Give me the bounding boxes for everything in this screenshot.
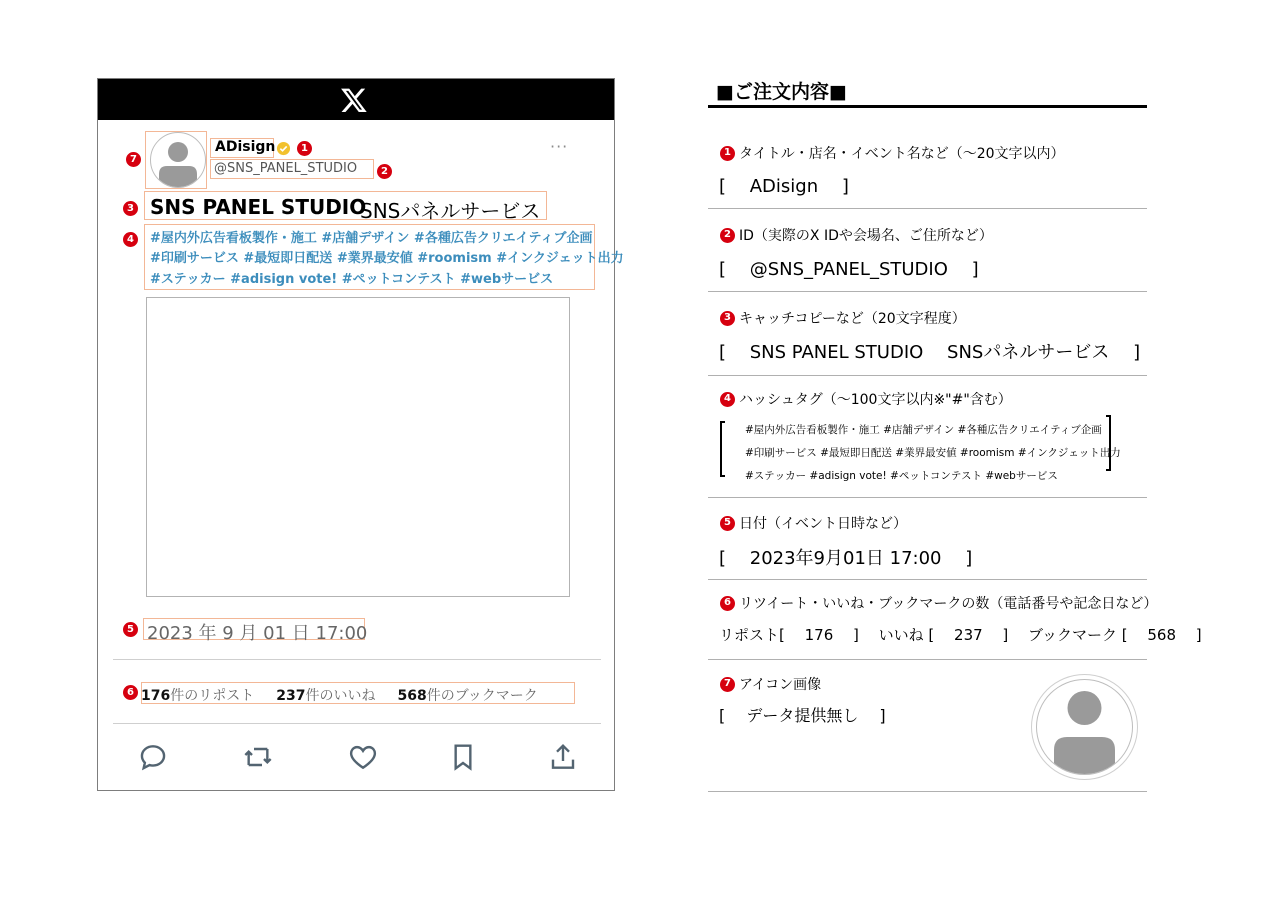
engagement-stats	[141, 685, 538, 705]
like-label: 件のいいね	[305, 688, 376, 704]
divider	[708, 659, 1147, 660]
hashtag-line: #印刷サービス #最短即日配送 #業界最安値 #roomism #インクジェット出力	[745, 447, 1121, 459]
marker-4: 4	[123, 232, 138, 247]
section-1-value: [ ADisign ]	[719, 176, 849, 197]
post-date: 2023 年 9 月 01 日 17:00	[147, 623, 368, 644]
marker-7: 7	[126, 152, 141, 167]
divider	[708, 791, 1147, 792]
marker-1: 1	[720, 146, 735, 161]
bracket-right	[1106, 415, 1111, 471]
section-7-label: 7 アイコン画像	[720, 674, 821, 694]
divider	[708, 579, 1147, 580]
divider	[708, 497, 1147, 498]
section-6-value: リポスト[ 176 ] いいね [ 237 ] ブックマーク [ 568 ]	[719, 626, 1202, 644]
catchcopy-light: SNSパネルサービス	[360, 199, 541, 223]
more-options-icon[interactable]: ···	[550, 137, 569, 156]
section-3-value: [ SNS PANEL STUDIO SNSパネルサービス ]	[719, 342, 1141, 363]
marker-4: 4	[720, 392, 735, 407]
display-name: ADisign	[215, 139, 276, 155]
x-header-bar	[98, 79, 614, 120]
marker-7: 7	[720, 677, 735, 692]
hashtag-line[interactable]: #屋内外広告看板製作・施工 #店舗デザイン #各種広告クリエイティブ企画	[150, 231, 593, 246]
marker-1: 1	[297, 141, 312, 156]
avatar	[150, 132, 206, 188]
hashtag-line[interactable]: #ステッカー #adisign vote! #ペットコンテスト #webサービス	[150, 272, 554, 287]
bracket-left	[720, 421, 725, 477]
x-logo-icon	[340, 86, 368, 114]
bookmark-label: 件のブックマーク	[426, 688, 538, 704]
catchcopy-bold: SNS PANEL STUDIO	[150, 195, 367, 219]
divider	[708, 208, 1147, 209]
hashtag-line: #屋内外広告看板製作・施工 #店舗デザイン #各種広告クリエイティブ企画	[745, 424, 1102, 436]
repost-label: 件のリポスト	[170, 688, 255, 704]
section-6-label: 6 リツイート・いいね・ブックマークの数（電話番号や記念日など）	[720, 593, 1157, 613]
handle: @SNS_PANEL_STUDIO	[214, 161, 358, 176]
bookmark-icon[interactable]	[447, 741, 479, 773]
marker-2: 2	[720, 228, 735, 243]
hashtag-line: #ステッカー #adisign vote! #ペットコンテスト #webサービス	[745, 470, 1058, 482]
x-post-mockup	[97, 78, 624, 791]
section-2-label: 2 ID（実際のX IDや会場名、ご住所など）	[720, 225, 993, 245]
reply-icon[interactable]	[137, 741, 169, 773]
section-4-label: 4 ハッシュタグ（〜100文字以内※"#"含む）	[720, 389, 1012, 409]
marker-2: 2	[377, 164, 392, 179]
bookmark-count: 568	[397, 688, 427, 704]
hashtag-line[interactable]: #印刷サービス #最短即日配送 #業界最安値 #roomism #インクジェット出力	[150, 251, 624, 266]
divider	[708, 291, 1147, 292]
like-icon[interactable]	[347, 741, 379, 773]
repost-count: 176	[141, 688, 171, 704]
post-image-area	[146, 297, 570, 597]
section-5-label: 5 日付（イベント日時など）	[720, 513, 907, 533]
like-count: 237	[276, 688, 306, 704]
title-rule	[708, 105, 1147, 108]
section-2-value: [ @SNS_PANEL_STUDIO ]	[719, 259, 979, 280]
marker-5: 5	[123, 622, 138, 637]
marker-3: 3	[123, 201, 138, 216]
order-title: ■ご注文内容■	[716, 81, 847, 103]
marker-3: 3	[720, 311, 735, 326]
marker-6: 6	[123, 685, 138, 700]
section-3-label: 3 キャッチコピーなど（20文字程度）	[720, 308, 966, 328]
person-icon	[151, 133, 205, 187]
section-7-value: [ データ提供無し ]	[719, 706, 886, 725]
marker-6: 6	[720, 596, 735, 611]
section-1-label: 1 タイトル・店名・イベント名など（〜20文字以内）	[720, 143, 1065, 163]
repost-icon[interactable]	[242, 741, 274, 773]
share-icon[interactable]	[547, 741, 579, 773]
divider	[708, 375, 1147, 376]
icon-image-placeholder	[1036, 679, 1133, 775]
marker-5: 5	[720, 516, 735, 531]
divider	[113, 659, 601, 660]
section-5-value: [ 2023年9月01日 17:00 ]	[719, 548, 973, 569]
divider	[113, 723, 601, 724]
verified-badge-icon	[276, 141, 291, 156]
person-icon	[1037, 680, 1132, 774]
